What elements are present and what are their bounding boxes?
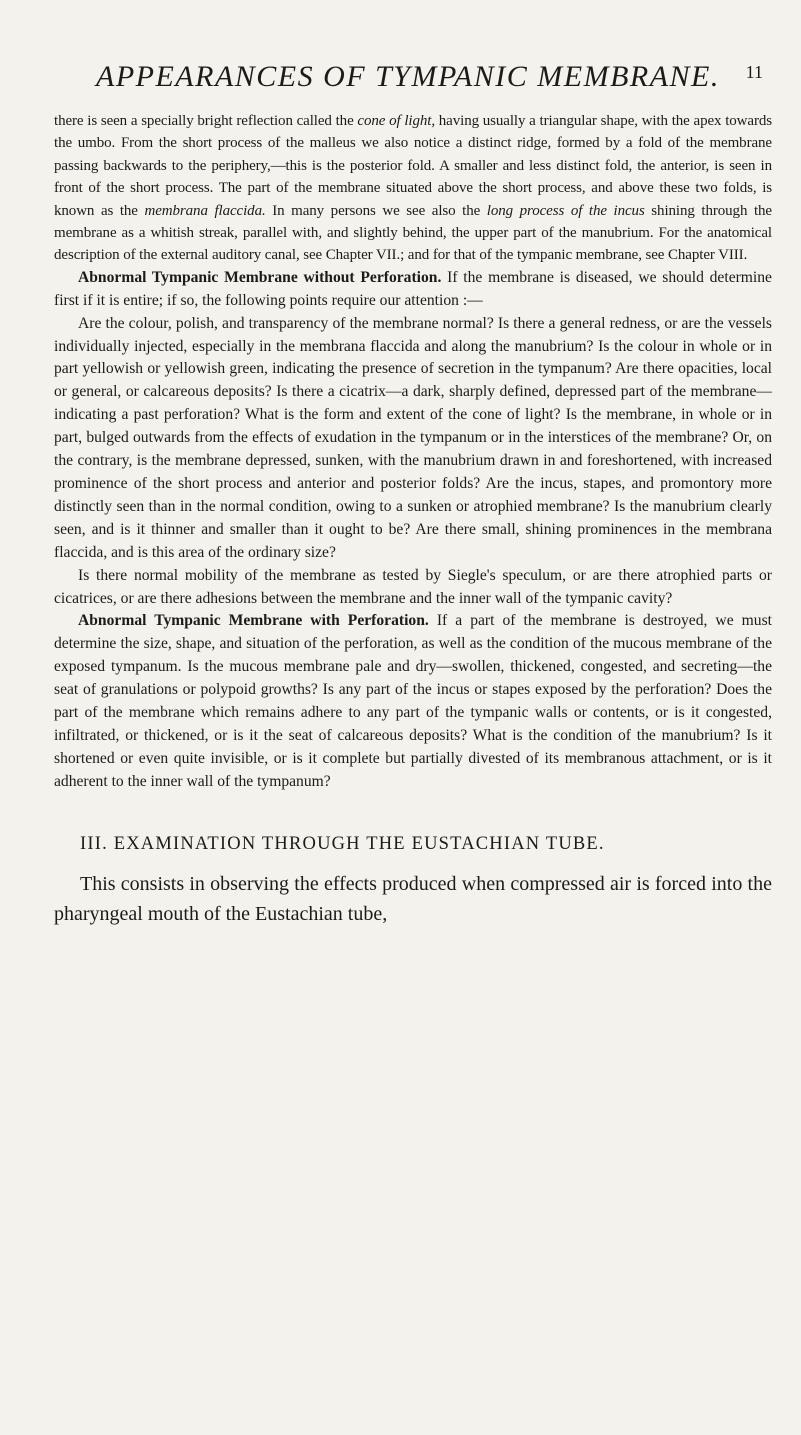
- section-title: III. EXAMINATION THROUGH THE EUSTACHIAN TUBE.: [80, 833, 605, 854]
- intro-text-2: having usually a triangular shape, with the apex towards the umbo. From the short process of the malleus we also notice a distinct ridge, formed by a fold of the membrane passing backwards to the periphery,—this is the posterior fold. A smaller and less distinct fold, the anterior, is seen in front of the short process. The part of the membrane situated above the short process, and above these two folds, is known as the: [54, 113, 772, 219]
- intro-text-4: shining through the membrane as a whitish streak, parallel with, and slightly behind, the upper part of the manubrium. For the anatomical description of the external auditory canal, see Chapter VII.; and for that of the tympanic membrane, see Chapter VIII.: [54, 202, 772, 264]
- page-body: [54, 110, 772, 929]
- term-long-process-incus: long process of the incus: [486, 202, 645, 219]
- intro-paragraph: [54, 110, 772, 267]
- intro-text-3: In many persons we see also the: [265, 202, 487, 219]
- with-perforation-text: If a part of the membrane is destroyed, we must determine the size, shape, and situation of the perforation, as well as the condition of the mucous membrane of the exposed tympanum. Is the mucous membrane pale and dry—swollen, thickened, congested, and secreting—the seat of granulations or polypoid growths? Is any part of the incus or stapes exposed by the perforation? Does the part of the membrane which remains adhere to any part of the tympanic walls or contents, or is it congested, infiltrated, or thickened, or is it the seat of calcareous deposits? What is the condition of the manubrium? Is it shortened or even quite invisible, or is it complete but partially divested of its membranous attachment, or is it adherent to the inner wall of the tympanum?: [54, 612, 772, 790]
- page-number: 11: [745, 62, 763, 82]
- page-header: [96, 60, 771, 100]
- term-membrana-flaccida: membrana flaccida.: [144, 202, 266, 219]
- questions-paragraph: Are the colour, polish, and transparency of the membrane normal? Is there a general redness, or are the vessels individually injected, especially in the membrana flaccida and along the manubrium? Is the colour in whole or in part yellowish or yellowish green, indicating the presence of secretion in the tympanum? Are there opacities, local or general, or calcareous deposits? Is there a cicatrix—a dark, sharply defined, depressed part of the membrane—indicating a past perforation? What is the form and extent of the cone of light? Is the membrane, in whole or in part, bulged outwards from the effects of exudation in the tympanum or in the interstices of the membrane? Or, on the contrary, is the membrane depressed, sunken, with the manubrium drawn in and foreshortened, with increased prominence of the short process and anterior and posterior folds? Are the incus, stapes, and promontory more distinctly seen than in the normal condition, owing to a sunken or atrophied membrane? Is the manubrium clearly seen, and is it thinner and smaller than it ought to be? Are there small, shining prominences in the membrana flaccida, and is this area of the ordinary size?: [54, 314, 772, 561]
- with-perforation-paragraph: [54, 610, 772, 793]
- heading-with-perforation: Abnormal Tympanic Membrane with Perforation.: [78, 612, 429, 630]
- section-paragraph: This consists in observing the effects produced when compressed air is forced into the pharyngeal mouth of the Eustachian tube,: [54, 872, 772, 925]
- without-perforation-lead-text: If the membrane is diseased, we should determine first if it is entire; if so, the following points require our attention :—: [54, 268, 772, 309]
- term-cone-of-light: cone of light,: [357, 113, 435, 129]
- without-perforation-lead: [54, 267, 772, 313]
- heading-without-perforation: Abnormal Tympanic Membrane without Perforation.: [78, 268, 442, 286]
- running-head: APPEARANCES OF TYMPANIC MEMBRANE.: [96, 60, 720, 93]
- mobility-paragraph: Is there normal mobility of the membrane as tested by Siegle's speculum, or are there atrophied parts or cicatrices, or are there adhesions between the membrane and the inner wall of the tympanic cavity?: [54, 566, 772, 607]
- intro-text-1: there is seen a specially bright reflection called the: [54, 113, 358, 129]
